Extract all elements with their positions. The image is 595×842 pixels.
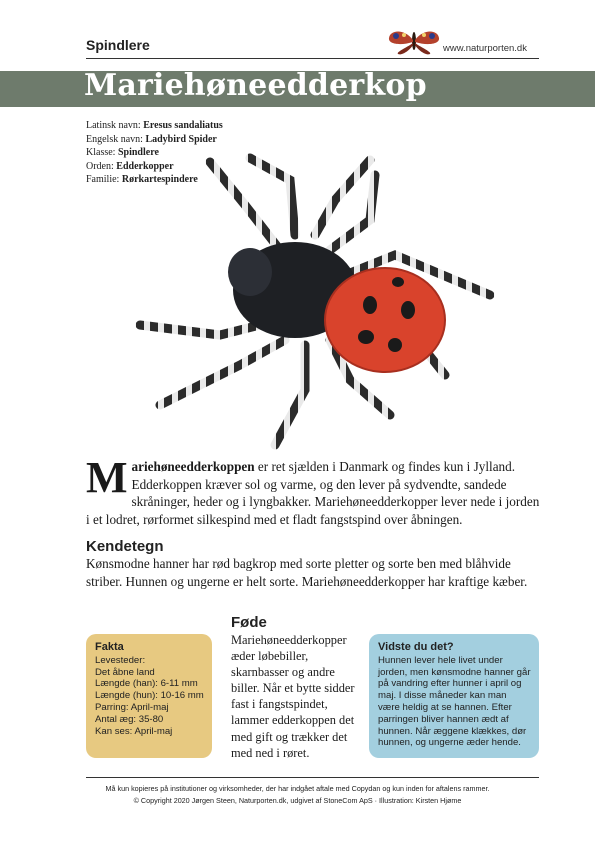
vidste-text: Hunnen lever hele livet under jorden, men kønsmodne hanner går på vandring efter hunner i april og maj. I disse måneder kan man være heldig at se hannen. Efter parringen bliver hannen ædt af hunnen. Når æggene klækkes, dør hunnen, og ungerne æder hende. [378, 654, 531, 749]
fakta-line: Kan ses: April-maj [95, 725, 173, 737]
taxonomy-value: Spindlere [117, 147, 159, 159]
intro-text: er ret sjælden i Danmark og findes kun i Jylland. Edderkoppen kræver sol og varme, og den lever på sydvendte, sandede skråninger, heder og i lyngbakker. Mariehøneedderkopper lever nede i jorden i et lodret, rørformet silkespind med et fladt fangstspind over åbningen. [86, 459, 540, 527]
taxonomy-label: Klasse: [86, 147, 118, 159]
taxonomy-value: Edderkopper [116, 160, 174, 172]
taxonomy-value: Rørkartespindere [121, 174, 198, 186]
taxonomy-value: Eresus sandaliatus [143, 120, 223, 131]
fakta-title: Fakta [95, 641, 124, 653]
category-label: Spindlere [86, 37, 150, 53]
spider-illustration [130, 140, 530, 450]
fode-text: Mariehøneedderkopper æder løbebiller, skarnbasser og andre biller. Når et bytte sidder fast i fangstspindet, lammer edderkoppen det med gift og trækker det med ned i røret. [231, 633, 355, 760]
vidste-box [369, 634, 539, 758]
page-title: Mariehøneedderkop [84, 68, 427, 103]
fakta-line: Længde (han): 6-11 mm [95, 678, 198, 690]
taxonomy-label: Latinsk navn: [86, 120, 144, 131]
drop-cap: M [86, 453, 128, 502]
fakta-box [86, 634, 212, 758]
intro-bold: ariehøneedderkoppen [131, 459, 255, 474]
intro-paragraph [86, 453, 546, 528]
kendetegn-heading: Kendetegn [86, 538, 164, 555]
footer-divider [86, 777, 539, 778]
fode-heading: Føde [231, 614, 267, 631]
fakta-line: Det åbne land [95, 666, 155, 678]
kendetegn-text: Kønsmodne hanner har rød bagkrop med sorte pletter og sorte ben med blåhvide striber. Hunnen og ungerne er helt sorte. Mariehøneedderkopper har kraftige kæber. [86, 556, 528, 589]
header-divider [86, 58, 539, 59]
fakta-line: Parring: April-maj [95, 701, 169, 713]
butterfly-logo-icon [386, 26, 442, 56]
taxonomy-label: Orden: [86, 160, 117, 172]
taxonomy-value: Ladybird Spider [145, 133, 217, 145]
footer-license: Må kun kopieres på institutioner og virksomheder, der har indgået aftale med Copydan og kun inden for aftalens rammer. [105, 784, 490, 793]
fakta-line: Længde (hun): 10-16 mm [95, 690, 204, 702]
fakta-line: Levesteder: [95, 654, 146, 666]
taxonomy-label: Engelsk navn: [86, 133, 146, 145]
footer-copyright: © Copyright 2020 Jørgen Steen, Naturporten.dk, udgivet af StoneCom ApS · Illustration: Kirsten Hjøme [133, 796, 462, 805]
fakta-line: Antal æg: 35-80 [95, 713, 164, 725]
taxonomy-row [86, 119, 223, 133]
vidste-title: Vidste du det? [378, 641, 454, 653]
site-url: www.naturporten.dk [443, 43, 527, 54]
taxonomy-label: Familie: [86, 174, 122, 186]
